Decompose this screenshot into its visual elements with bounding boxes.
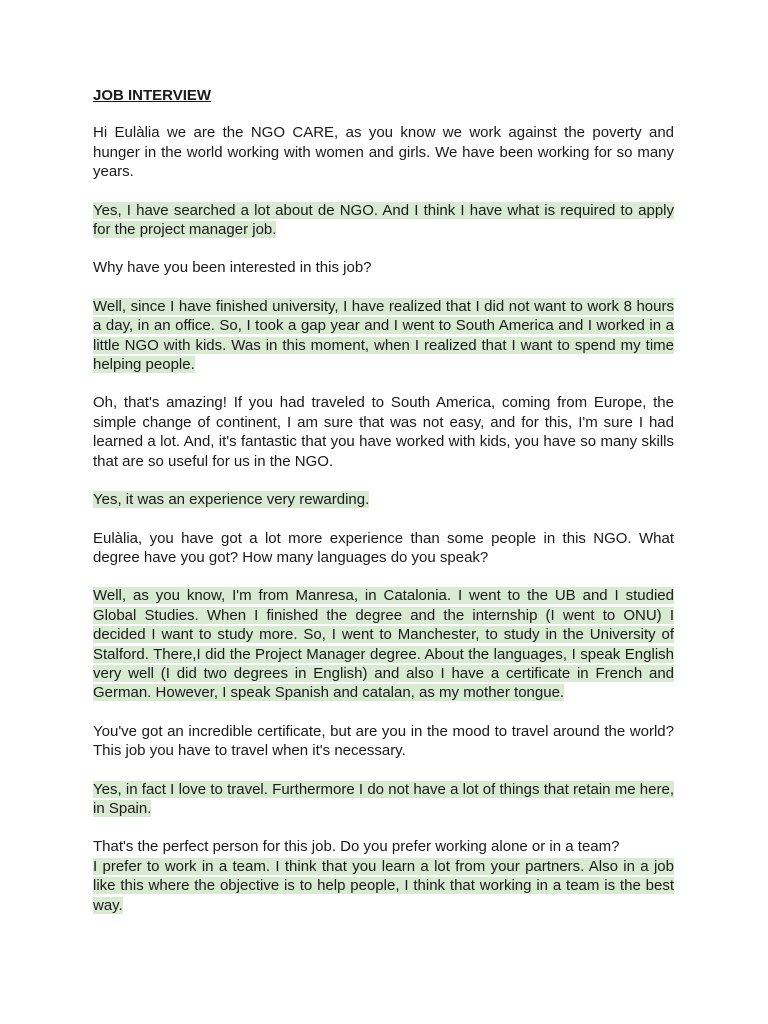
highlighted-answer-text: Well, as you know, I'm from Manresa, in Catalonia. I went to the UB and I studied Global Studies. When I finished the degree and the internship (I went to ONU) I decided I want to study more. So, I went to Manchester, to study in the University of Stalford. There,I did the Project Manager degree. About the languages, I speak English very well (I did two degrees in English) and also I have a certificate in French and German. However, I speak Spanish and catalan, as my mother tongue. (93, 587, 674, 702)
paragraph-text: That's the perfect person for this job. Do you prefer working alone or in a team? (93, 838, 620, 856)
highlighted-answer-text: Yes, in fact I love to travel. Furthermore I do not have a lot of things that retain me here, in Spain. (93, 780, 674, 817)
candidate-answer-1 (93, 201, 674, 240)
interviewer-question-3 (93, 722, 674, 761)
highlighted-answer-text: Well, since I have finished university, I have realized that I did not want to work 8 hours a day, in an office. So, I took a gap year and I went to South America and I worked in a little NGO with kids. Was in this moment, when I realized that I want to spend my time helping people. (93, 297, 674, 374)
highlighted-answer-text: I prefer to work in a team. I think that you learn a lot from your partners. Also in a job like this where the objective is to help people, I think that working in a team is the best way. (93, 857, 674, 914)
document-page (93, 86, 674, 934)
interviewer-intro (93, 123, 674, 181)
interviewer-comment-1 (93, 393, 674, 471)
interviewer-question-2 (93, 529, 674, 568)
interviewer-question-4 (93, 837, 674, 856)
candidate-answer-2 (93, 297, 674, 375)
paragraph-text: You've got an incredible certificate, but are you in the mood to travel around the world? This job you have to travel when it's necessary. (93, 722, 674, 760)
interviewer-question-1 (93, 258, 674, 277)
candidate-answer-5 (93, 780, 674, 819)
paragraph-text: Eulàlia, you have got a lot more experience than some people in this NGO. What degree have you got? How many languages do you speak? (93, 529, 674, 566)
paragraph-text: Oh, that's amazing! If you had traveled to South America, coming from Europe, the simple change of continent, I am sure that was not easy, and for this, I'm sure I had learned a lot. And, it's fantastic that you have worked with kids, you have so many skills that are so useful for us in the NGO. (93, 394, 674, 470)
candidate-answer-3 (93, 490, 674, 509)
candidate-answer-6 (93, 857, 674, 915)
highlighted-answer-text: Yes, I have searched a lot about de NGO. And I think I have what is required to apply for the project manager job. (93, 201, 674, 239)
candidate-answer-4 (93, 586, 674, 702)
paragraph-text: Why have you been interested in this job? (93, 259, 372, 277)
document-title: JOB INTERVIEW (93, 87, 212, 104)
highlighted-answer-text: Yes, it was an experience very rewarding. (93, 491, 370, 509)
paragraph-text: Hi Eulàlia we are the NGO CARE, as you know we work against the poverty and hunger in the world working with women and girls. We have been working for so many years. (93, 124, 674, 181)
